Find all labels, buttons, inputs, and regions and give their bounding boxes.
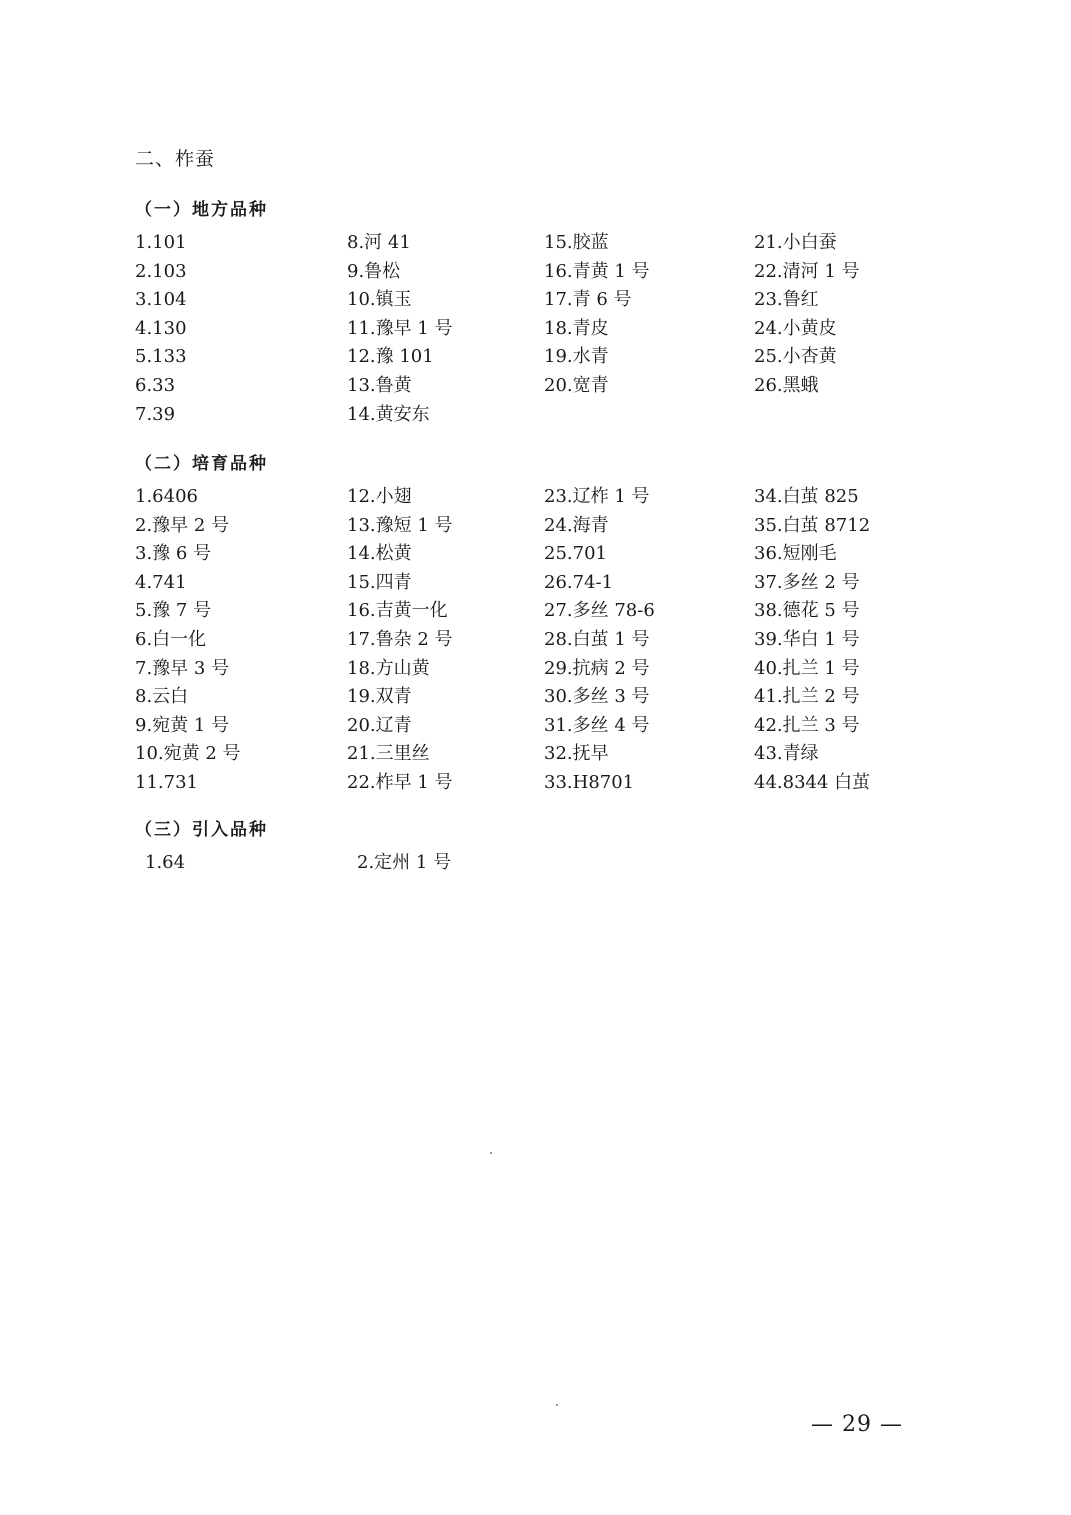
variety-item: 22.柞早 1 号 <box>347 771 453 793</box>
variety-item: 2.豫早 2 号 <box>135 514 230 536</box>
variety-item: 5.豫 7 号 <box>135 600 212 622</box>
subsection-heading: （一）地方品种 <box>135 200 268 220</box>
variety-item: 19.双青 <box>347 686 412 708</box>
variety-item: 15.胶蓝 <box>544 232 609 253</box>
variety-item: 20.宽青 <box>544 374 609 396</box>
variety-item: 6.白一化 <box>135 628 207 650</box>
variety-item: 24.小黄皮 <box>754 317 837 339</box>
variety-item: 3.104 <box>135 289 187 311</box>
variety-item: 16.青黄 1 号 <box>544 260 650 282</box>
variety-column <box>145 849 357 878</box>
variety-item: 28.白茧 1 号 <box>544 628 650 650</box>
variety-item: 21.小白蚕 <box>754 232 837 253</box>
variety-item: 5.133 <box>135 346 187 368</box>
section-title: 二、柞蚕 <box>135 148 216 170</box>
variety-item: 2.103 <box>135 260 187 282</box>
variety-item: 4.130 <box>135 317 187 339</box>
subsection-heading: （二）培育品种 <box>135 454 268 474</box>
variety-column <box>347 483 544 798</box>
variety-column <box>135 483 347 798</box>
variety-item: 13.豫短 1 号 <box>347 514 453 536</box>
variety-item: 37.多丝 2 号 <box>754 571 860 593</box>
variety-item: 9.鲁松 <box>347 260 401 282</box>
variety-item: 29.抗病 2 号 <box>544 657 650 679</box>
variety-column <box>754 483 894 798</box>
variety-item: 1.101 <box>135 232 187 253</box>
variety-item: 6.33 <box>135 374 176 396</box>
subsection-introduced-varieties <box>135 817 904 878</box>
variety-item: 42.扎兰 3 号 <box>754 714 860 736</box>
variety-item: 2.定州 1 号 <box>357 852 452 873</box>
variety-item: 19.水青 <box>544 346 609 368</box>
subsection-local-varieties <box>135 197 894 429</box>
variety-item: 26.黑蛾 <box>754 374 819 396</box>
variety-item: 38.德花 5 号 <box>754 600 860 622</box>
variety-item: 31.多丝 4 号 <box>544 714 650 736</box>
variety-item: 25.701 <box>544 543 607 565</box>
variety-item: 40.扎兰 1 号 <box>754 657 860 679</box>
variety-item: 32.抚早 <box>544 743 609 765</box>
variety-column <box>754 229 894 429</box>
variety-item: 12.豫 101 <box>347 346 434 368</box>
variety-item: 10.宛黄 2 号 <box>135 743 241 765</box>
page-number: — 29 — <box>811 1412 903 1437</box>
variety-item: 7.39 <box>135 403 176 425</box>
variety-item: 24.海青 <box>544 514 609 536</box>
variety-item: 1.6406 <box>135 486 198 507</box>
variety-item: 20.辽青 <box>347 714 412 736</box>
variety-column <box>544 229 754 429</box>
variety-item: 12.小翅 <box>347 486 412 507</box>
scan-speck <box>556 1404 558 1406</box>
scan-speck <box>490 1152 492 1154</box>
variety-item: 34.白茧 825 <box>754 486 859 507</box>
variety-item: 8.云白 <box>135 686 189 708</box>
variety-item: 41.扎兰 2 号 <box>754 686 860 708</box>
variety-item: 26.74-1 <box>544 571 614 593</box>
variety-column <box>544 483 754 798</box>
variety-item: 27.多丝 78-6 <box>544 600 655 622</box>
variety-item: 25.小杏黄 <box>754 346 837 368</box>
subsection-bred-varieties <box>135 451 894 798</box>
variety-item: 33.H8701 <box>544 771 635 793</box>
variety-item: 17.青 6 号 <box>544 289 632 311</box>
variety-item: 30.多丝 3 号 <box>544 686 650 708</box>
variety-item: 9.宛黄 1 号 <box>135 714 230 736</box>
variety-item: 23.辽柞 1 号 <box>544 486 650 507</box>
variety-item: 43.青绿 <box>754 743 819 765</box>
variety-item: 39.华白 1 号 <box>754 628 860 650</box>
variety-item: 17.鲁杂 2 号 <box>347 628 453 650</box>
variety-item: 16.吉黄一化 <box>347 600 448 622</box>
variety-item: 14.黄安东 <box>347 403 430 425</box>
variety-item: 36.短刚毛 <box>754 543 837 565</box>
variety-grid <box>135 849 904 878</box>
variety-column <box>135 229 347 429</box>
variety-column <box>347 229 544 429</box>
variety-item: 3.豫 6 号 <box>135 543 212 565</box>
variety-item: 35.白茧 8712 <box>754 514 871 536</box>
variety-item: 22.清河 1 号 <box>754 260 860 282</box>
variety-item: 15.四青 <box>347 571 412 593</box>
variety-item: 14.松黄 <box>347 543 412 565</box>
variety-item: 18.青皮 <box>544 317 609 339</box>
variety-item: 21.三里丝 <box>347 743 430 765</box>
variety-item: 18.方山黄 <box>347 657 430 679</box>
variety-item: 1.64 <box>145 852 186 873</box>
variety-item: 44.8344 白茧 <box>754 771 871 793</box>
variety-grid <box>135 483 894 798</box>
variety-item: 8.河 41 <box>347 232 411 253</box>
variety-column <box>357 849 554 878</box>
subsection-heading: （三）引入品种 <box>135 820 268 840</box>
variety-item: 7.豫早 3 号 <box>135 657 230 679</box>
variety-item: 11.731 <box>135 771 198 793</box>
variety-item: 11.豫早 1 号 <box>347 317 453 339</box>
variety-item: 23.鲁红 <box>754 289 819 311</box>
variety-item: 10.镇玉 <box>347 289 412 311</box>
variety-item: 4.741 <box>135 571 187 593</box>
variety-grid <box>135 229 894 429</box>
variety-item: 13.鲁黄 <box>347 374 412 396</box>
